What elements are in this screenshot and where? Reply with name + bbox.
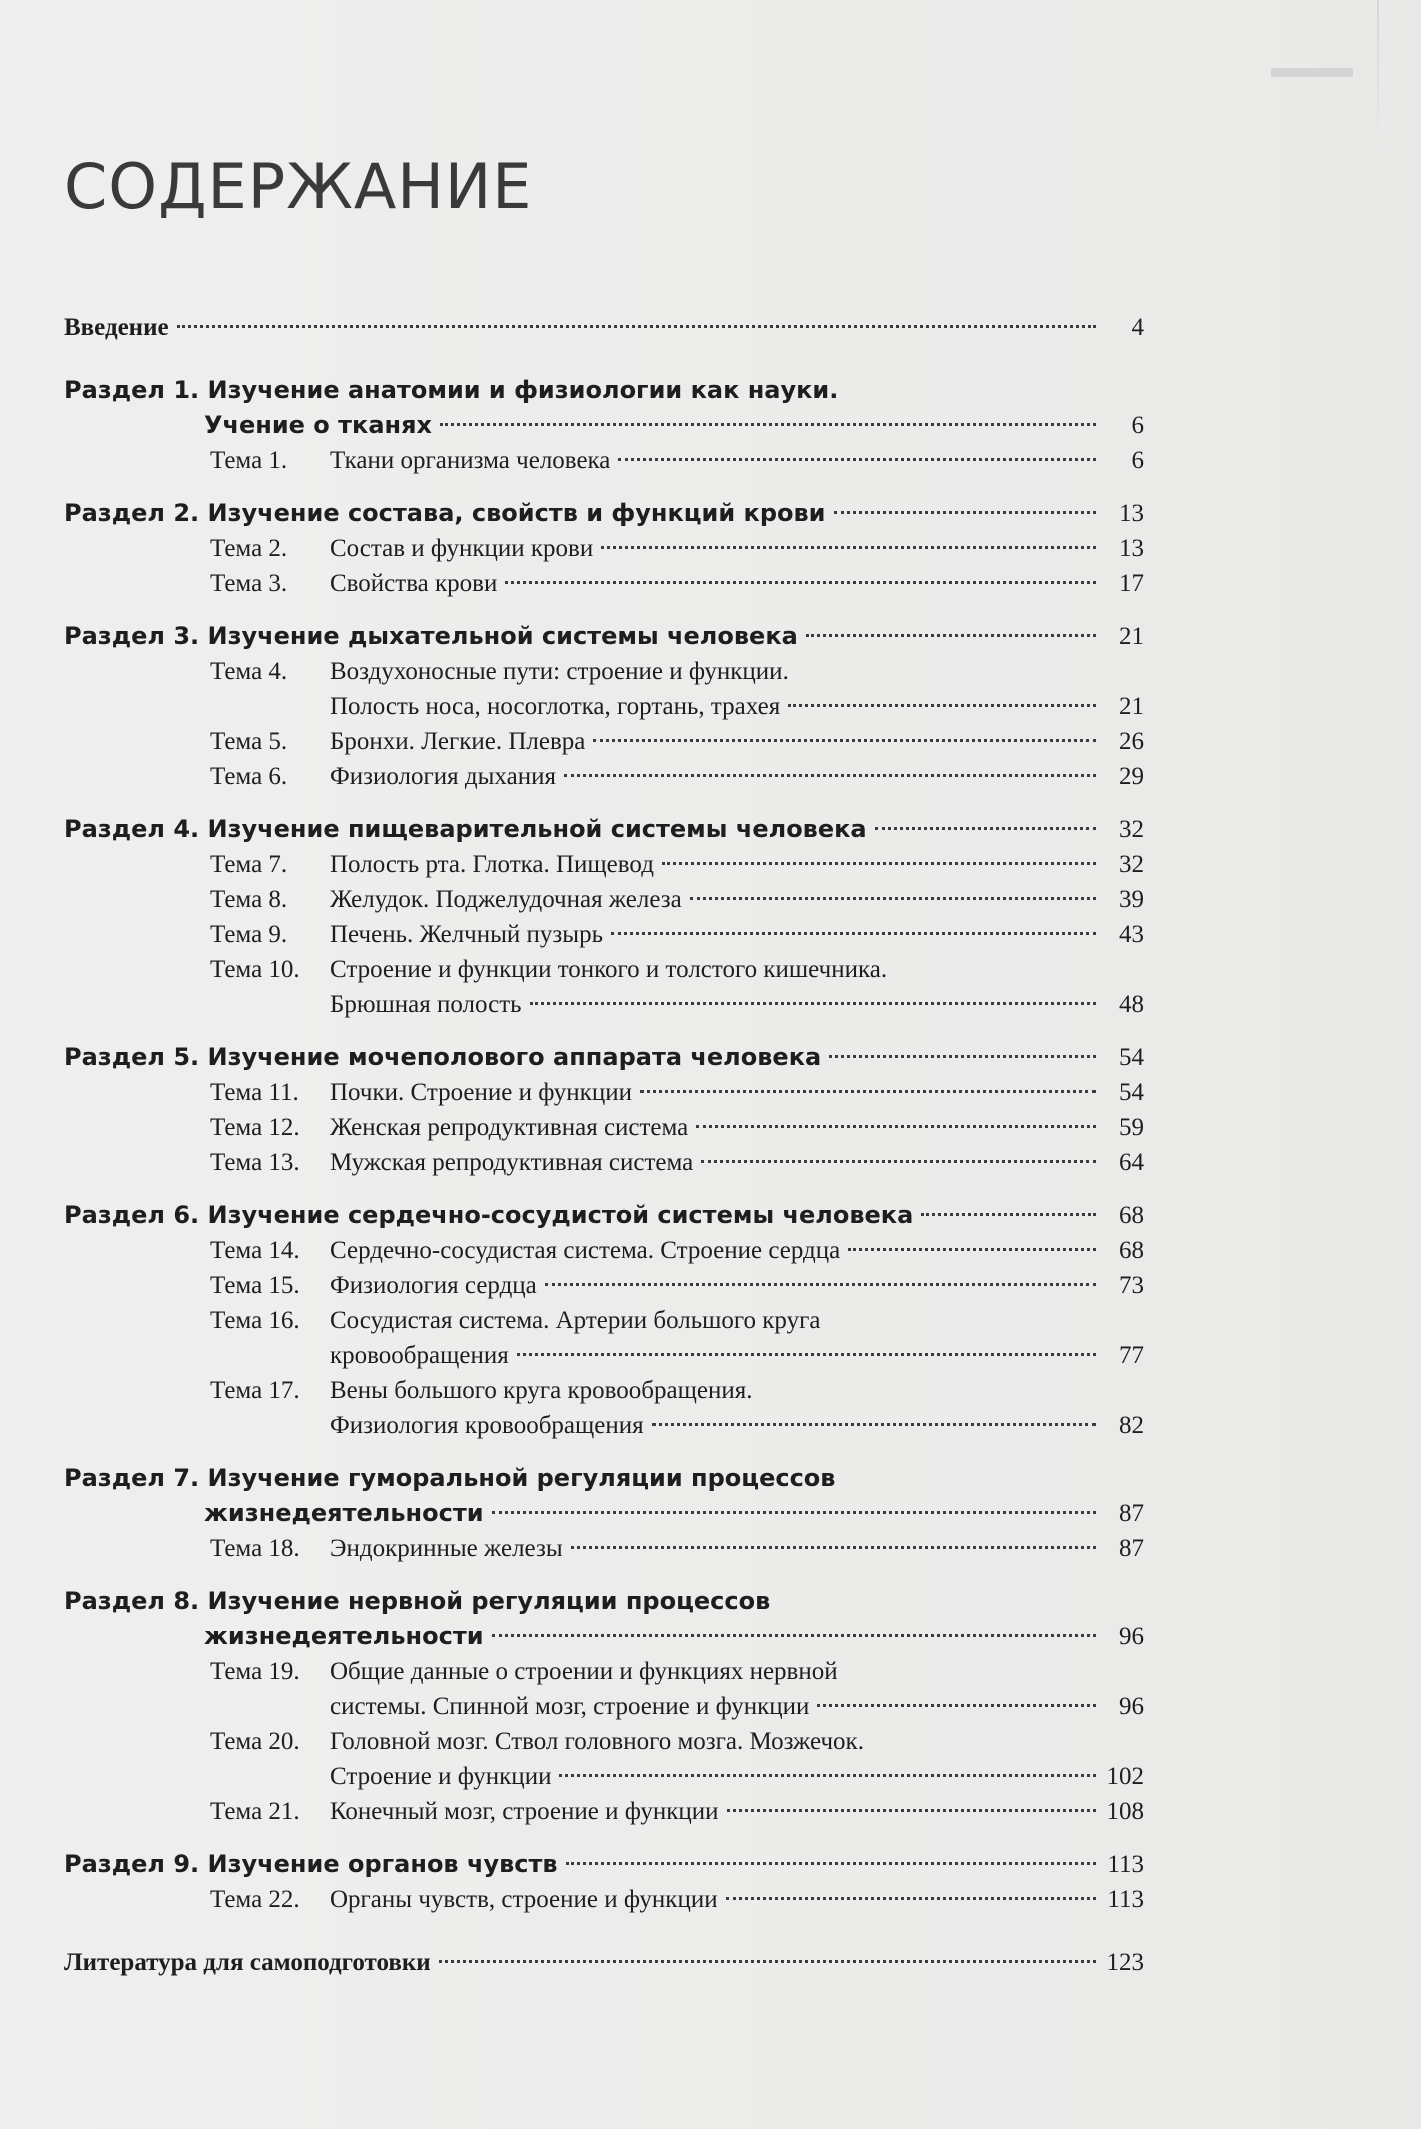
toc-section-page: 21: [1119, 623, 1144, 650]
topic-page: 29: [1119, 763, 1144, 790]
topic-page: 64: [1119, 1149, 1144, 1176]
topic-title: Почки. Строение и функции: [330, 1079, 632, 1106]
dot-leader: [848, 1248, 1096, 1251]
topic-page: 26: [1119, 728, 1144, 755]
topic-title: Полость носа, носоглотка, гортань, трахея: [330, 693, 781, 720]
section-label: Раздел 7. Изучение гуморальной регуляции процессов: [64, 1464, 836, 1492]
dot-leader: [492, 1511, 1096, 1514]
topic-number: Тема 11.: [210, 1079, 299, 1106]
toc-topic: [64, 1145, 1144, 1180]
dot-leader: [440, 423, 1096, 426]
topic-title: Эндокринные железы: [330, 1535, 563, 1562]
topic-title: Свойства крови: [330, 570, 498, 597]
running-header: [1271, 68, 1353, 77]
toc-section: [64, 1040, 1144, 1075]
topic-title: Органы чувств, строение и функции: [330, 1886, 718, 1913]
toc-topic: [64, 1373, 1144, 1408]
toc-topic: [64, 1794, 1144, 1829]
topic-page: 13: [1119, 535, 1144, 562]
topic-number: Тема 12.: [210, 1114, 300, 1141]
toc-topic: [64, 566, 1144, 601]
toc-section: [64, 496, 1144, 531]
toc-section-label: Раздел 6. Изучение сердечно-сосудистой системы человека: [64, 1201, 914, 1229]
topic-title: Полость рта. Глотка. Пищевод: [330, 851, 654, 878]
toc-topic: [64, 531, 1144, 566]
dot-leader: [618, 458, 1096, 461]
topic-title: Физиология дыхания: [330, 763, 556, 790]
toc-topic: [64, 1233, 1144, 1268]
toc-intro-label: Введение: [64, 314, 169, 341]
topic-title: Физиология сердца: [330, 1272, 537, 1299]
toc-topic: [64, 759, 1144, 794]
dot-leader: [834, 511, 1097, 514]
toc-section-label: Раздел 3. Изучение дыхательной системы человека: [64, 622, 798, 650]
toc-topic: [64, 1075, 1144, 1110]
toc-section: [64, 1496, 1144, 1531]
topic-page: 32: [1119, 851, 1144, 878]
toc-section-label: жизнедеятельности: [204, 1499, 484, 1527]
dot-leader: [640, 1090, 1096, 1093]
topic-number: Тема 14.: [210, 1237, 300, 1264]
toc-section: [64, 1619, 1144, 1654]
toc-section-label: Раздел 4. Изучение пищеварительной системы человека: [64, 815, 867, 843]
topic-title: Строение и функции: [330, 1763, 552, 1790]
toc-topic: [64, 1268, 1144, 1303]
dot-leader: [727, 1809, 1097, 1812]
toc-section: [64, 408, 1144, 443]
toc-topic: [64, 1654, 1144, 1689]
topic-number: Тема 15.: [210, 1272, 300, 1299]
dot-leader: [611, 932, 1096, 935]
toc-literature: [64, 1945, 1144, 1980]
dot-leader: [545, 1283, 1096, 1286]
toc-section-label: жизнедеятельности: [204, 1622, 484, 1650]
dot-leader: [806, 634, 1096, 637]
topic-number: Тема 21.: [210, 1798, 300, 1825]
topic-number: Тема 5.: [210, 728, 288, 755]
toc-intro-page: 4: [1131, 314, 1144, 341]
topic-title: Женская репродуктивная система: [330, 1114, 689, 1141]
topic-title: кровообращения: [330, 1342, 509, 1369]
topic-number: Тема 13.: [210, 1149, 300, 1176]
topic-title: Бронхи. Легкие. Плевра: [330, 728, 586, 755]
toc-section-heading: [64, 1461, 1144, 1496]
dot-leader: [829, 1055, 1096, 1058]
toc-topic: [64, 847, 1144, 882]
dot-leader: [492, 1634, 1096, 1637]
topic-page: 17: [1119, 570, 1144, 597]
toc-section: [64, 619, 1144, 654]
topic-page: 59: [1119, 1114, 1144, 1141]
topic-page: 54: [1119, 1079, 1144, 1106]
topic-page: 73: [1119, 1272, 1144, 1299]
topic-page: 21: [1119, 693, 1144, 720]
dot-leader: [517, 1353, 1096, 1356]
toc-topic: [64, 1408, 1144, 1443]
topic-number: Тема 18.: [210, 1535, 300, 1562]
dot-leader: [921, 1213, 1096, 1216]
toc-section-page: 32: [1119, 816, 1144, 843]
toc-section-page: 54: [1119, 1044, 1144, 1071]
toc-literature-label: Литература для самоподготовки: [64, 1949, 431, 1976]
dot-leader: [566, 1862, 1096, 1865]
toc-section-label: Раздел 5. Изучение мочеполового аппарата человека: [64, 1043, 822, 1071]
topic-page: 39: [1119, 886, 1144, 913]
topic-number: Тема 3.: [210, 570, 288, 597]
topic-page: 48: [1119, 991, 1144, 1018]
table-of-contents: [64, 310, 1144, 1980]
toc-section-page: 113: [1107, 1851, 1144, 1878]
toc-topic: [64, 1531, 1144, 1566]
topic-title: системы. Спинной мозг, строение и функции: [330, 1693, 810, 1720]
topic-number: Тема 19.: [210, 1658, 300, 1685]
topic-title: Ткани организма человека: [330, 447, 611, 474]
topic-title: Головной мозг. Ствол головного мозга. Мозжечок.: [330, 1728, 864, 1755]
toc-section-label: Раздел 9. Изучение органов чувств: [64, 1850, 558, 1878]
topic-title: Желудок. Поджелудочная железа: [330, 886, 682, 913]
page-title: СОДЕРЖАНИЕ: [64, 150, 533, 223]
topic-page: 108: [1106, 1798, 1144, 1825]
dot-leader: [439, 1960, 1096, 1963]
topic-title: Вены большого круга кровообращения.: [330, 1377, 753, 1404]
dot-leader: [817, 1704, 1096, 1707]
toc-section-heading: [64, 373, 1144, 408]
toc-section: [64, 1198, 1144, 1233]
toc-topic: [64, 917, 1144, 952]
toc-section-page: 13: [1119, 500, 1144, 527]
toc-section-label: Раздел 2. Изучение состава, свойств и функций крови: [64, 499, 826, 527]
topic-number: Тема 16.: [210, 1307, 300, 1334]
toc-intro: [64, 310, 1144, 345]
topic-title: Физиология кровообращения: [330, 1412, 644, 1439]
toc-section-page: 68: [1119, 1202, 1144, 1229]
toc-topic: [64, 1882, 1144, 1917]
section-label: Раздел 8. Изучение нервной регуляции процессов: [64, 1587, 771, 1615]
toc-section-heading: [64, 1584, 1144, 1619]
toc-topic: [64, 1689, 1144, 1724]
toc-literature-page: 123: [1106, 1949, 1144, 1976]
topic-number: Тема 4.: [210, 658, 288, 685]
toc-topic: [64, 724, 1144, 759]
toc-topic: [64, 952, 1144, 987]
topic-title: Конечный мозг, строение и функции: [330, 1798, 719, 1825]
dot-leader: [662, 862, 1096, 865]
topic-number: Тема 8.: [210, 886, 288, 913]
toc-topic: [64, 882, 1144, 917]
dot-leader: [559, 1774, 1096, 1777]
dot-leader: [564, 774, 1096, 777]
dot-leader: [696, 1125, 1096, 1128]
toc-topic: [64, 443, 1144, 478]
dot-leader: [701, 1160, 1096, 1163]
dot-leader: [571, 1546, 1096, 1549]
topic-page: 113: [1107, 1886, 1144, 1913]
toc-topic: [64, 654, 1144, 689]
section-label: Раздел 1. Изучение анатомии и физиологии как науки.: [64, 376, 839, 404]
page-edge: [1377, 0, 1379, 150]
topic-number: Тема 9.: [210, 921, 288, 948]
dot-leader: [690, 897, 1096, 900]
toc-topic: [64, 1338, 1144, 1373]
dot-leader: [593, 739, 1096, 742]
dot-leader: [505, 581, 1096, 584]
dot-leader: [652, 1423, 1096, 1426]
toc-topic: [64, 987, 1144, 1022]
topic-page: 87: [1119, 1535, 1144, 1562]
toc-topic: [64, 1110, 1144, 1145]
topic-page: 68: [1119, 1237, 1144, 1264]
toc-topic: [64, 1759, 1144, 1794]
toc-topic: [64, 689, 1144, 724]
toc-section-page: 6: [1131, 412, 1144, 439]
topic-page: 96: [1119, 1693, 1144, 1720]
toc-section-page: 96: [1119, 1623, 1144, 1650]
topic-number: Тема 20.: [210, 1728, 300, 1755]
topic-page: 77: [1119, 1342, 1144, 1369]
topic-page: 102: [1106, 1763, 1144, 1790]
toc-section-page: 87: [1119, 1500, 1144, 1527]
topic-title: Сосудистая система. Артерии большого круга: [330, 1307, 821, 1334]
topic-page: 43: [1119, 921, 1144, 948]
toc-topic: [64, 1303, 1144, 1338]
dot-leader: [788, 704, 1096, 707]
toc-topic: [64, 1724, 1144, 1759]
topic-number: Тема 1.: [210, 447, 288, 474]
topic-page: 82: [1119, 1412, 1144, 1439]
topic-title: Сердечно-сосудистая система. Строение сердца: [330, 1237, 841, 1264]
topic-number: Тема 22.: [210, 1886, 300, 1913]
topic-page: 6: [1131, 447, 1144, 474]
toc-section: [64, 812, 1144, 847]
topic-title: Общие данные о строении и функциях нервной: [330, 1658, 838, 1685]
dot-leader: [726, 1897, 1096, 1900]
topic-number: Тема 10.: [210, 956, 300, 983]
dot-leader: [601, 546, 1096, 549]
dot-leader: [177, 325, 1096, 328]
topic-title: Брюшная полость: [330, 991, 522, 1018]
dot-leader: [530, 1002, 1096, 1005]
topic-title: Мужская репродуктивная система: [330, 1149, 694, 1176]
toc-section: [64, 1847, 1144, 1882]
topic-title: Печень. Желчный пузырь: [330, 921, 604, 948]
dot-leader: [875, 827, 1096, 830]
topic-title: Строение и функции тонкого и толстого кишечника.: [330, 956, 888, 983]
topic-number: Тема 7.: [210, 851, 288, 878]
header-bar: [1271, 68, 1353, 77]
topic-title: Состав и функции крови: [330, 535, 594, 562]
topic-number: Тема 17.: [210, 1377, 300, 1404]
topic-number: Тема 2.: [210, 535, 288, 562]
topic-title: Воздухоносные пути: строение и функции.: [330, 658, 789, 685]
toc-section-label: Учение о тканях: [204, 411, 432, 439]
topic-number: Тема 6.: [210, 763, 288, 790]
